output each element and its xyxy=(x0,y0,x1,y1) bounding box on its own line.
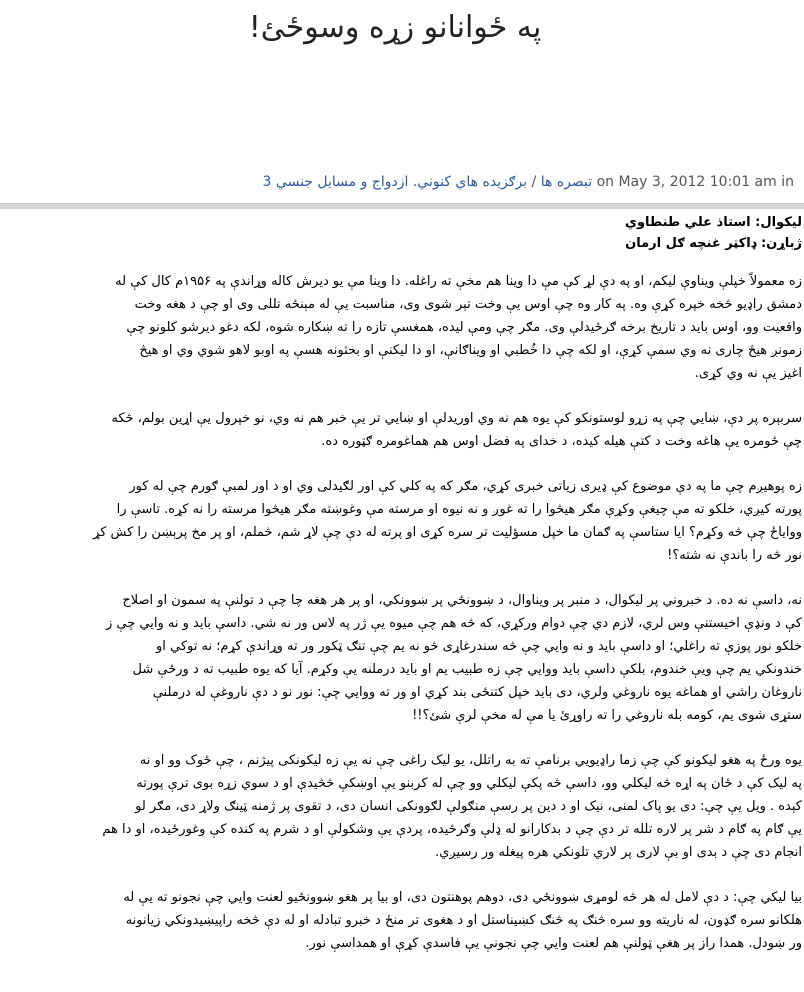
paragraph xyxy=(0,749,802,864)
category-link-featured[interactable]: برګزيده هاي کنوني xyxy=(417,174,528,190)
paragraph-line: خندونکي يم چې ويې خندوم، بلکې داسې بايد ووايي چې زه طبيب يم او بايد درملنه يې وکړم. آيا که يوه طبيب ته د ورځې شل xyxy=(132,662,802,677)
paragraph xyxy=(0,475,802,567)
paragraph-line: بيا ليکي چې: د دې لامل له هر څه لومړی ښوونځي دی، دوهم پوهنتون دی، او بيا پر هغو ښوونځيو لعنت وايي چې نجونو ته يې له xyxy=(123,890,802,905)
paragraph-line: چې ځومره يې هاغه وخت د کتې هيله کيده، د خدای په فضل اوس هم هماغومره ګټوره ده. xyxy=(321,434,802,449)
article-meta xyxy=(263,174,794,190)
article-body xyxy=(0,212,802,955)
paragraph-line: هلکانو سره ګډون، له ناريته وو سره څنګ په څنګ کښيناستل او د هغوی تر منځ د خبرو تبادله او له دې څخه راپيښيدونکي زيانونه xyxy=(125,913,802,928)
paragraph-line: ناروغان راشي او هماغه يوه ناروغي ولري، دی بايد خپل کتنځی بند کړي او ور ته ووايي چې: نور نو د دې ناروغې له درملنې xyxy=(152,685,802,700)
paragraph-line: سربېره پر دې، ښايي چې په زړو لوستونکو کې يوه هم نه وي اوريدلې او ښايي تر يې خبر هم نه وي، نو خپرول يې اړين بولم، څکه xyxy=(111,411,802,426)
post-date: on May 3, 2012 10:01 am xyxy=(596,174,777,190)
paragraph-line: زه معمولاً خپلې ويناوې ليکم، او په دې لړ کې مې دا وينا هم مخې ته راغله. دا وينا مې يو ديرش کاله وړاندې په ۱۹۵۶م کال کې له xyxy=(115,274,802,289)
paragraph-line: انجام دی چې د بدی او بې لاری پر لاري تلونکي هره پيغله ور رسيږي. xyxy=(435,845,802,860)
paragraph-line: نه، داسې نه ده. د خبروني پر ليکوال، د منبر پر ويناوال، د ښوونځي پر ښوونکي، او پر هر هغه چا چې د تولنې په سمون او اصلاح xyxy=(122,593,802,608)
paragraph-line: زه پوهيږم چې ما په دې موضوع کې ډيری زياتی خبری کړي، مګر که په کلي کې اور لګيدلی وي او د اور لمبې ګورم چې له کور xyxy=(129,479,802,494)
author-line: ليکوال: استاذ علي طنطاوي xyxy=(625,215,802,230)
paragraph-line: واقعيت وو، اوس بايد د تاريخ برخه ګرځيدلې وی. مګر چې ومې ليده، همغسې تازه را ته ښکاره شوه، لکه دغو ديرشو کلونو چې xyxy=(126,320,802,335)
paragraph-line: اغيز يې نه وي کړی. xyxy=(694,366,802,381)
paragraph xyxy=(0,886,802,955)
paragraph-line: ور ښودل. همدا راز پر هغې ټولنې هم لعنت وايي چې نجونې يې فاسدې کړې او همداسې نور. xyxy=(305,936,802,951)
header-divider xyxy=(0,203,804,209)
paragraph-line: کېده . ويل يې چې: دی يو پاک لمنی، نيک او د دين پر رسې منګولې لګوونکی انسان دی، د تقوی پر ژمنه ټينګ ولاړ دی، مګر لو xyxy=(135,799,802,814)
paragraph-line: يوه ورځ په هغو ليکونو کې چې زما راډيويي برنامې ته به راتلل، يو ليک راغی چې نه يې زه ليکونکی پيژنم ، چې ځوک وو او نه xyxy=(139,753,802,768)
paragraph-line: دمشق راډيو څخه خپره کړې وه. په کار وه چې اوس يې وخت تېر شوی وی، مناسبت يې له مېنځه تللی وی او چې د هغه وخت xyxy=(134,297,802,312)
article-title: په ځوانانو زړه وسوځئ! xyxy=(248,10,542,45)
meta-separator-dot: . xyxy=(412,174,418,190)
paragraph-line: زمونږ هيڅ چاری نه وي سمې کړې، او لکه چې دا خُطبي او ويناګانې، او دا ليکنې او بحثونه هسې په اوبو لاهو شوي وي او هيڅ xyxy=(139,343,802,358)
comments-link[interactable]: 3 تبصره ها xyxy=(262,174,593,190)
paragraph-line: پورته کيږي، خلکو ته مې چيغې وکړې مګر هيڅوا را ته غوږ و نه نيوه او مرسته مې وغوښته مګر هيڅوا مرسته را نه کړه. تاسې را xyxy=(116,502,802,517)
paragraph-line: نور څه را باندې نه شته؟! xyxy=(667,548,802,563)
meta-in-label: in xyxy=(781,174,794,190)
paragraph xyxy=(0,589,802,727)
category-link-marriage[interactable]: ازدواج و مسايل جنسي xyxy=(275,174,409,190)
paragraph-line: يې ګام په ګام د شر پر لاره تلله تر دې چې د بدکارانو له ډلې وګرځيده، پردې يې وشکولې او د شرم په کنده کې وغورځيده، او دا هم xyxy=(102,822,802,837)
paragraph-line: په ليک کې د ځان په اړه څه ليکلي وو، داسې څه پکې ليکلي وو چې له کربنو يې اوښکې څڅيدې او د سوي زړه بوی ترې پورته xyxy=(136,776,802,791)
article-header xyxy=(0,0,804,205)
paragraph-line: ستړی شوی يم، کومه بله ناروغي را ته راوړئ يا مې له مخې لرې شئ؟!! xyxy=(412,708,802,723)
paragraph-line: کې د ونډې اخيستنې وس لري، لازم دي چې دوام ورکړي، که څه هم چې ميوه يې ژر په لاس ور نه شي. داسې بايد و نه وايي چې ز xyxy=(106,616,802,631)
paragraph xyxy=(0,407,802,453)
meta-separator: / xyxy=(531,174,537,190)
translator-line: ژباړن: ډاکټر غنچه ګل ارمان xyxy=(625,236,802,251)
paragraph xyxy=(0,270,802,385)
paragraph-line: خلکو نور پوزې ته راغلي؛ او داسې بايد و نه وايي چې څه سندرغاړی څو نه يم چې تنګ ټکور ور ته وړاندې کړم؛ نه توکي او xyxy=(155,639,802,654)
paragraph-line: وواياځ چې څه وکړم؟ ايا ستاسې په ګمان ما خپل مسؤليت تر سره کړی او پرته له دې چې لاړ شم، څملم، او پر مخ پرېښن را کش کړ xyxy=(93,525,802,540)
